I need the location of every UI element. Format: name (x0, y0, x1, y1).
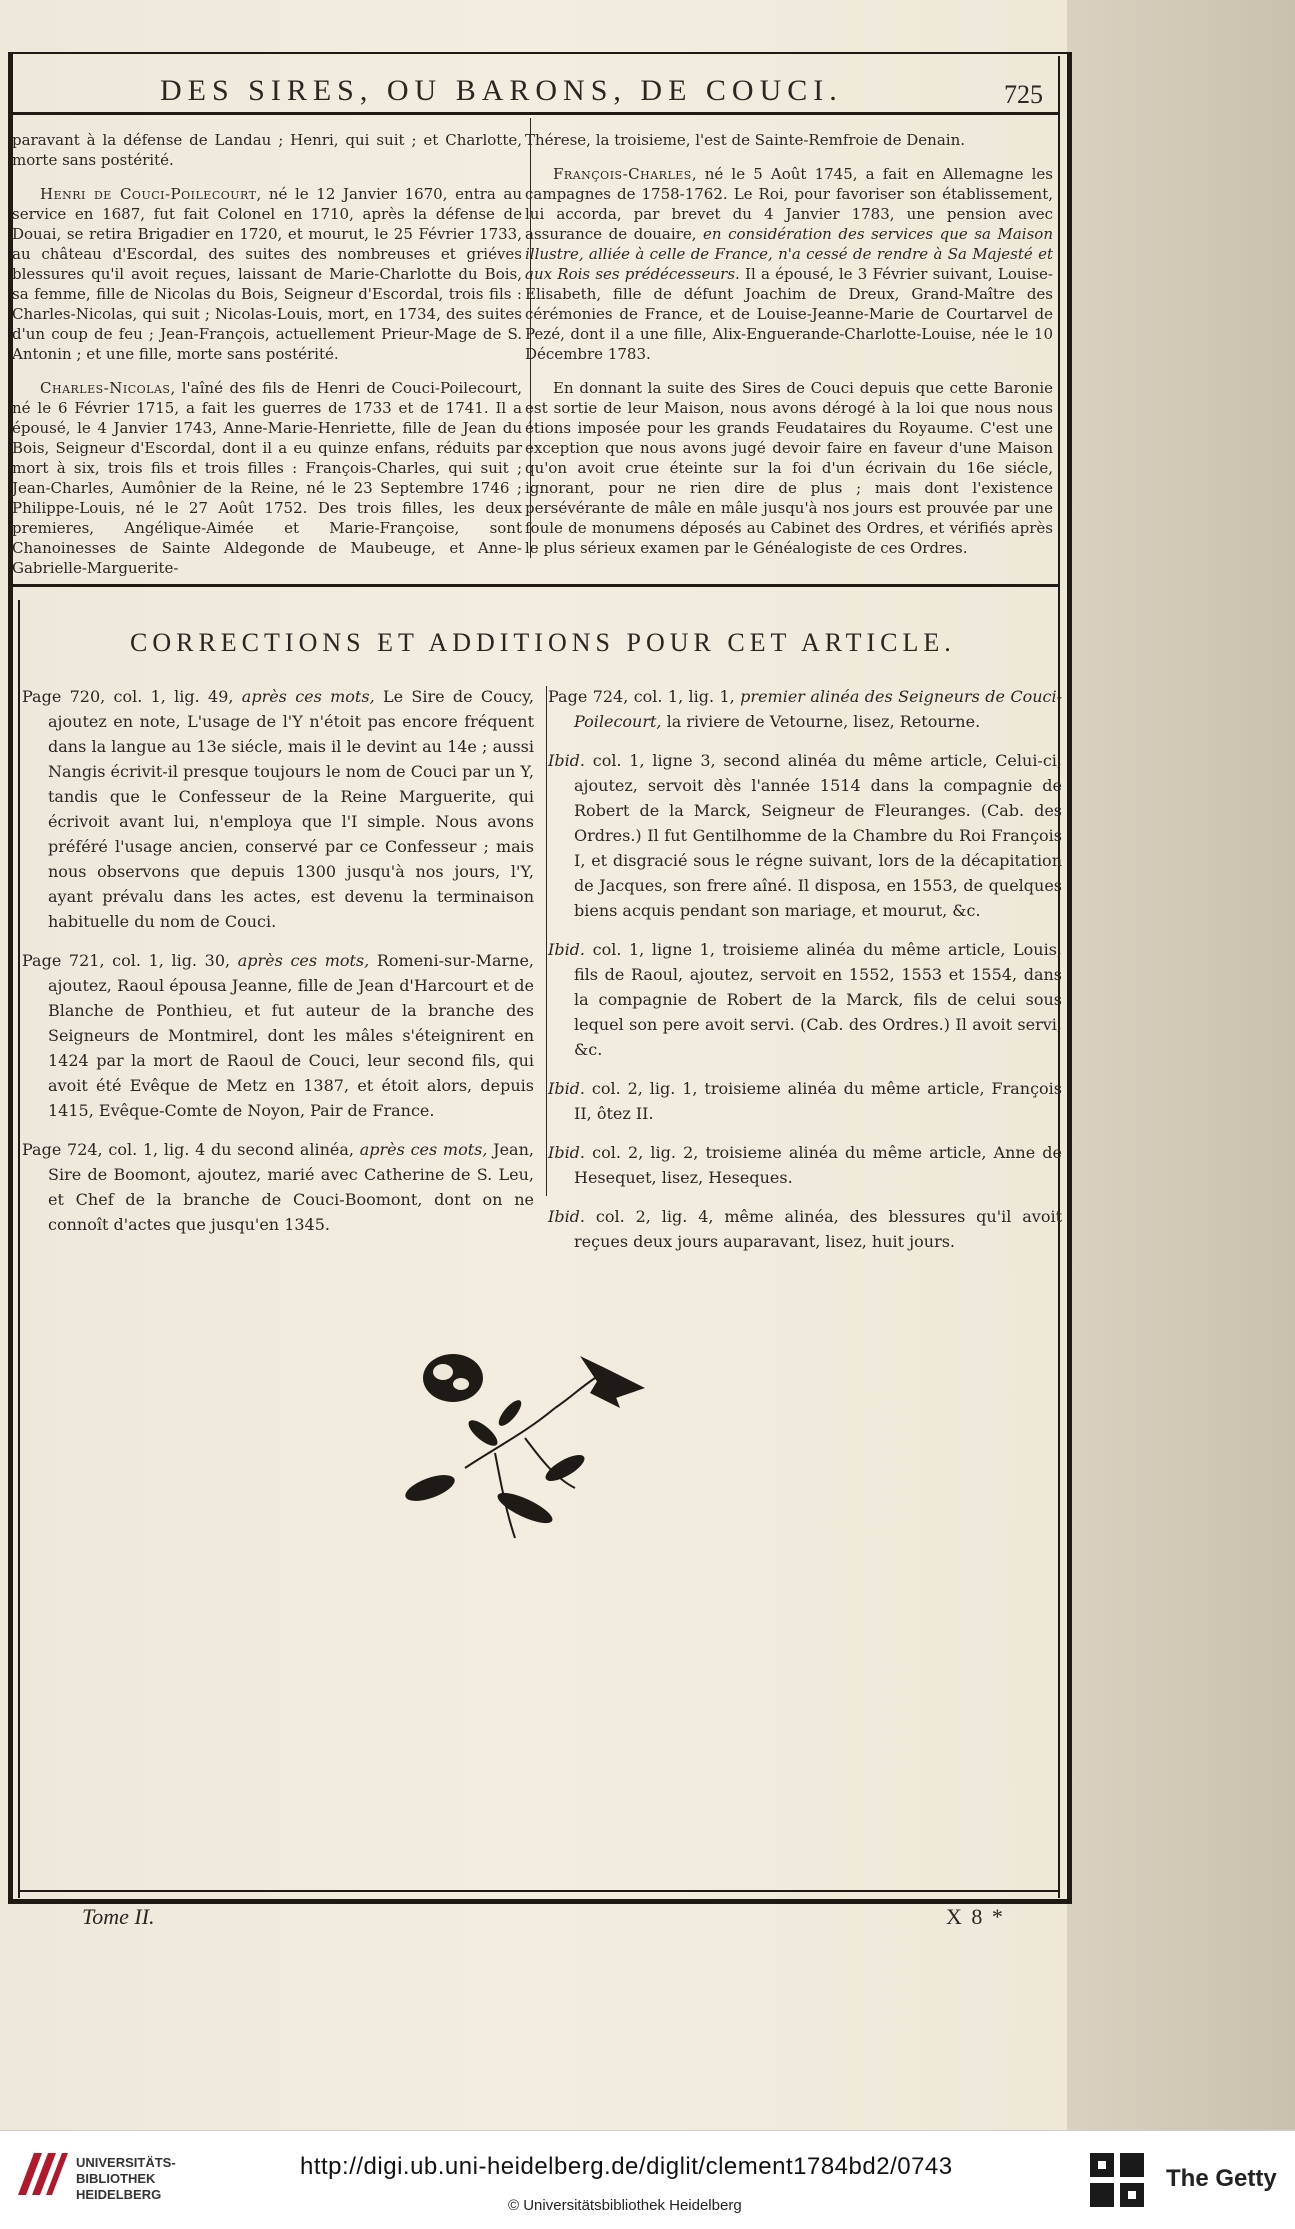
column-divider-corrections (546, 686, 547, 1196)
section-rule (12, 584, 1060, 587)
top-right-column (525, 130, 1053, 572)
correction-entry: Page 724, col. 1, lig. 1, premier alinéa des Seigneurs de Couci-Poilecourt, la riviere de Vetourne, lisez, Retourne. (548, 687, 1063, 731)
correction-entry: Ibid. col. 2, lig. 1, troisieme alinéa du même article, François II, ôtez II. (548, 1079, 1062, 1123)
paragraph: paravant à la défense de Landau ; Henri, qui suit ; et Charlotte, morte sans postérité. (12, 131, 522, 169)
paragraph-conclusion: En donnant la suite des Sires de Couci depuis que cette Baronie est sortie de leur Maison, nous avons dérogé à la loi que nous nous étions imposée pour les grands Feudataires du Royaume. C'est une exception que nous avons jugé devoir faire en faveur d'une Maison qu'on avoit crue éteinte sur la foi d'un écrivain du 16e siécle, ignorant, pour ne rien dire de plus ; mais dont l'existence persévérante de mâle en mâle jusqu'à nos jours est prouvée par une foule de monumens déposés au Cabinet des Ordres, et vérifiés après le plus sérieux examen par le Généalogiste de ces Ordres. (525, 379, 1053, 557)
viewer-footer-bar (0, 2130, 1295, 2229)
document-url-link[interactable]: http://digi.ub.uni-heidelberg.de/diglit/clement1784bd2/0743 (300, 2153, 953, 2180)
footer-tome: Tome II. (82, 1904, 155, 1929)
header-rule (12, 112, 1060, 115)
paragraph-charles-nicolas: Charles-Nicolas, l'aîné des fils de Henri de Couci-Poilecourt, né le 6 Février 1715, a fait les guerres de 1733 et de 1741. Il a épousé, le 4 Janvier 1743, Anne-Marie-Henriette, fille de Jean du Bois, Seigneur d'Escordal, dont il a eu quinze enfans, réduits par mort à six, trois fils et trois filles : François-Charles, qui suit ; Jean-Charles, Aumônier de la Reine, né le 23 Septembre 1746 ; Philippe-Louis, né le 27 Août 1752. Des trois filles, les deux premieres, Angélique-Aimée et Marie-Françoise, sont Chanoinesses de Sainte Aldegonde de Maubeuge, et Anne-Gabrielle-Marguerite- (12, 379, 522, 577)
correction-entry: Page 721, col. 1, lig. 30, après ces mots, Romeni-sur-Marne, ajoutez, Raoul épousa Jeanne, fille de Jean d'Harcourt et de Blanche de Ponthieu, et fut auteur de la branche des Seigneurs de Montmirel, dont les mâles s'éteignirent en 1424 par la mort de Raoul de Couci, leur second fils, qui avoit été Evêque de Metz en 1387, et étoit alors, depuis 1415, Evêque-Comte de Noyon, Pair de France. (22, 951, 535, 1120)
library-name: UNIVERSITÄTS- BIBLIOTHEK HEIDELBERG (76, 2155, 176, 2202)
copyright-notice: © Universitätsbibliothek Heidelberg (508, 2197, 742, 2214)
getty-logo-icon[interactable] (1090, 2153, 1144, 2207)
person-name: Henri de Couci-Poilecourt (40, 185, 257, 203)
person-name: Charles-Nicolas (40, 379, 171, 397)
person-name: François-Charles (553, 165, 692, 183)
heidelberg-library-logo-icon[interactable] (12, 2145, 70, 2201)
correction-entry: Page 720, col. 1, lig. 49, après ces mots, Le Sire de Coucy, ajoutez en note, L'usage de l'Y n'étoit pas encore fréquent dans la langue au 13e siécle, mais il le devint au 14e ; aussi Nangis écrivit-il presque toujours le nom de Couci par un Y, tandis que le Confesseur de la Reine Marguerite, qui écrivoit avant lui, n'employa que l'I simple. Nous avons préféré l'usage ancien, conservé par ce Confesseur ; mais nous observons que depuis 1300 jusqu'à nos jours, l'Y, ayant prévalu dans les actes, est devenu la terminaison habituelle du nom de Couci. (22, 687, 535, 931)
corrections-right-column (548, 684, 1062, 1268)
corrections-left-column (22, 684, 534, 1251)
section-title: CORRECTIONS ET ADDITIONS POUR CET ARTICLE. (130, 628, 956, 657)
paragraph-francois-charles: François-Charles, né le 5 Août 1745, a fait en Allemagne les campagnes de 1758-1762. Le Roi, pour favoriser son établissement, lui accorda, par brevet du 4 Janvier 1783, une pension avec assurance de douaire, en considération des services que sa Maison illustre, alliée à celle de France, n'a cessé de rendre à Sa Majesté et aux Rois ses prédécesseurs. Il a épousé, le 3 Février suivant, Louise-Elisabeth, fille de défunt Joachim de Dreux, Grand-Maître des cérémonies de France, et de Louise-Jeanne-Marie de Courtarvel de Pezé, dont il a une fille, Alix-Enguerande-Charlotte-Louise, née le 10 Décembre 1783. (525, 165, 1054, 363)
flower-ornament-icon (405, 1338, 655, 1558)
partner-name: The Getty (1166, 2165, 1277, 2192)
correction-entry: Page 724, col. 1, lig. 4 du second alinéa, après ces mots, Jean, Sire de Boomont, ajoutez, marié avec Catherine de S. Leu, et Chef de la branche de Couci-Boomont, dont on ne connoît d'actes que jusqu'en 1345. (22, 1140, 534, 1234)
footer-signature-mark: X 8 * (946, 1904, 1005, 1929)
inner-border-bottom (18, 1890, 1060, 1892)
top-left-column (12, 130, 522, 592)
page-right-margin (1067, 0, 1295, 2130)
paragraph-henri: Henri de Couci-Poilecourt, né le 12 Janvier 1670, entra au service en 1687, fut fait Colonel en 1710, après la défense de Douai, se retira Brigadier en 1720, et mourut, le 25 Février 1733, au château d'Escordal, des suites des nombreuses et griéves blessures qu'il avoit reçues, laissant de Marie-Charlotte du Bois, sa femme, fille de Nicolas du Bois, Seigneur d'Escordal, trois fils : Charles-Nicolas, qui suit ; Nicolas-Louis, mort, en 1734, des suites d'un coup de feu ; Jean-François, actuellement Prieur-Mage de S. Antonin ; et une fille, morte sans postérité. (12, 185, 523, 363)
paragraph: Thérese, la troisieme, l'est de Sainte-Remfroie de Denain. (525, 131, 966, 149)
correction-entry: Ibid. col. 2, lig. 4, même alinéa, des blessures qu'il avoit reçues deux jours auparavant, lisez, huit jours. (548, 1207, 1062, 1251)
correction-entry: Ibid. col. 1, ligne 1, troisieme alinéa du même article, Louis, fils de Raoul, ajoutez, servoit en 1552, 1553 et 1554, dans la compagnie de Robert de la Marck, fils de celui sous lequel son pere avoit servi. (Cab. des Ordres.) Il avoit servi, &c. (548, 940, 1062, 1059)
running-header-title: DES SIRES, OU BARONS, DE COUCI. (160, 74, 843, 107)
page-number: 725 (1004, 80, 1043, 109)
correction-entry: Ibid. col. 1, ligne 3, second alinéa du même article, Celui-ci, ajoutez, servoit dès l'année 1514 dans la compagnie de Robert de la Marck, Seigneur de Fleuranges. (Cab. des Ordres.) Il fut Gentilhomme de la Chambre du Roi François I, et disgracié sous le régne suivant, lors de la décapitation de Jacques, son frere aîné. Il disposa, en 1553, de quelques biens acquis pendant son mariage, et mourut, &c. (548, 751, 1062, 920)
correction-entry: Ibid. col. 2, lig. 2, troisieme alinéa du même article, Anne de Hesequet, lisez, Heseques. (548, 1143, 1062, 1187)
inner-border-left (18, 600, 20, 1898)
